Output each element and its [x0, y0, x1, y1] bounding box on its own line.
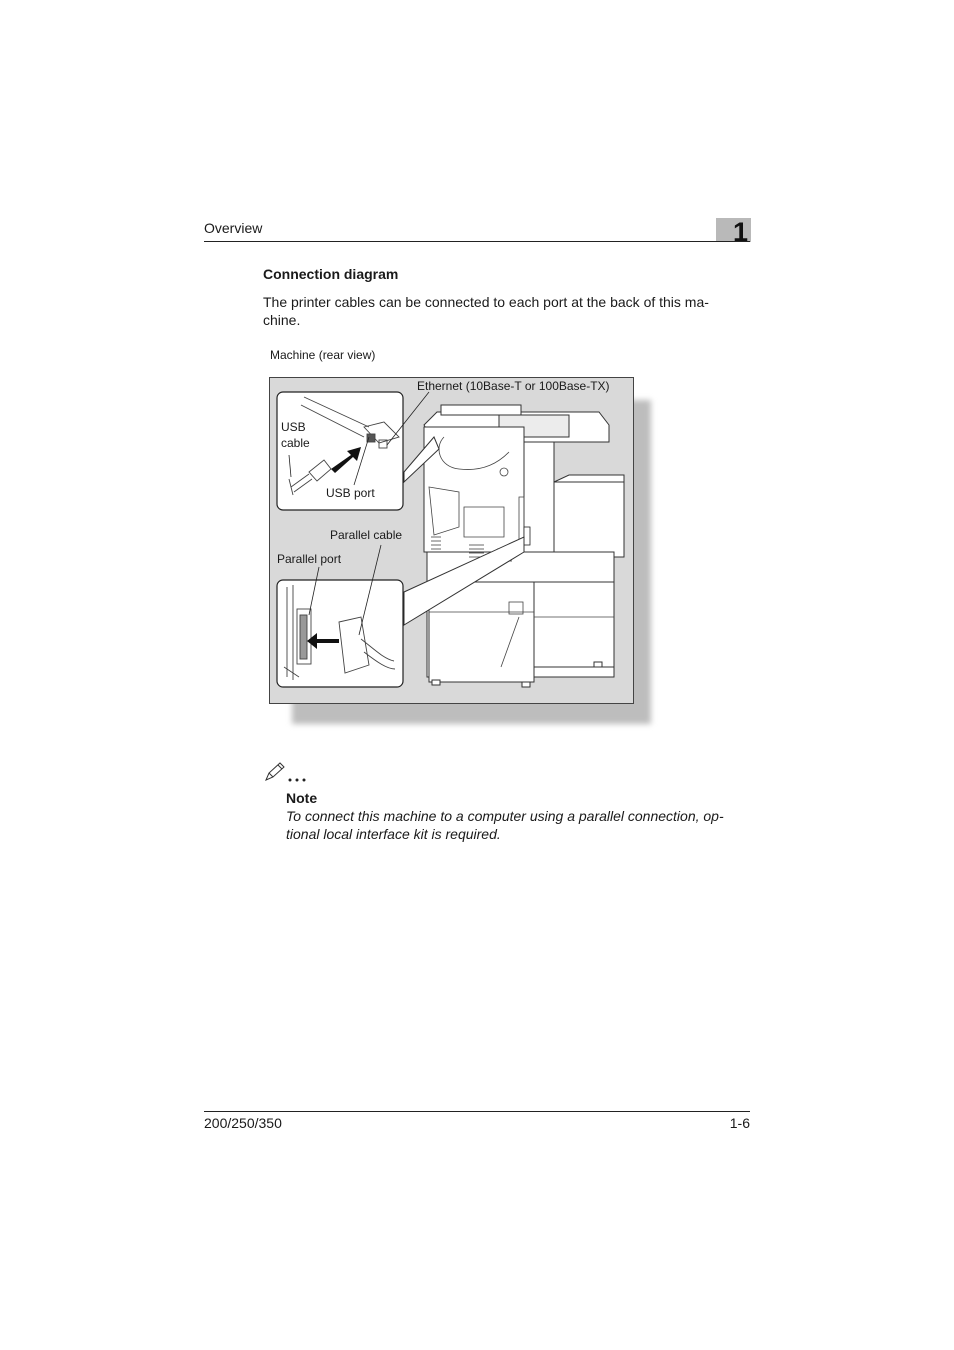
parallel-cable-label: Parallel cable: [330, 528, 403, 542]
footer-model: 200/250/350: [204, 1115, 282, 1131]
header-rule: [204, 241, 750, 242]
parallel-inset: [277, 580, 403, 687]
footer-rule: [204, 1111, 750, 1112]
chapter-number: 1: [732, 217, 748, 247]
usb-port-label: USB port: [326, 486, 375, 500]
note-title: Note: [286, 790, 318, 806]
footer-page-number: 1-6: [729, 1115, 750, 1131]
figure-caption: Machine (rear view): [270, 348, 376, 362]
usb-cable-label-line1: USB: [281, 420, 306, 434]
usb-cable-label-line2: cable: [281, 436, 310, 450]
chapter-tab: [716, 217, 751, 247]
section-title: Connection diagram: [263, 266, 399, 282]
note-text: To connect this machine to a computer using a parallel connection, op-tional local interface kit is required.: [286, 808, 724, 842]
running-header: Overview: [204, 220, 263, 236]
parallel-port-label: Parallel port: [277, 552, 342, 566]
connection-diagram: [269, 377, 634, 704]
ethernet-label: Ethernet (10Base-T or 100Base-TX): [417, 379, 610, 393]
pencil-icon: [263, 760, 311, 786]
intro-paragraph: The printer cables can be connected to each port at the back of this ma-chine.: [263, 294, 709, 328]
